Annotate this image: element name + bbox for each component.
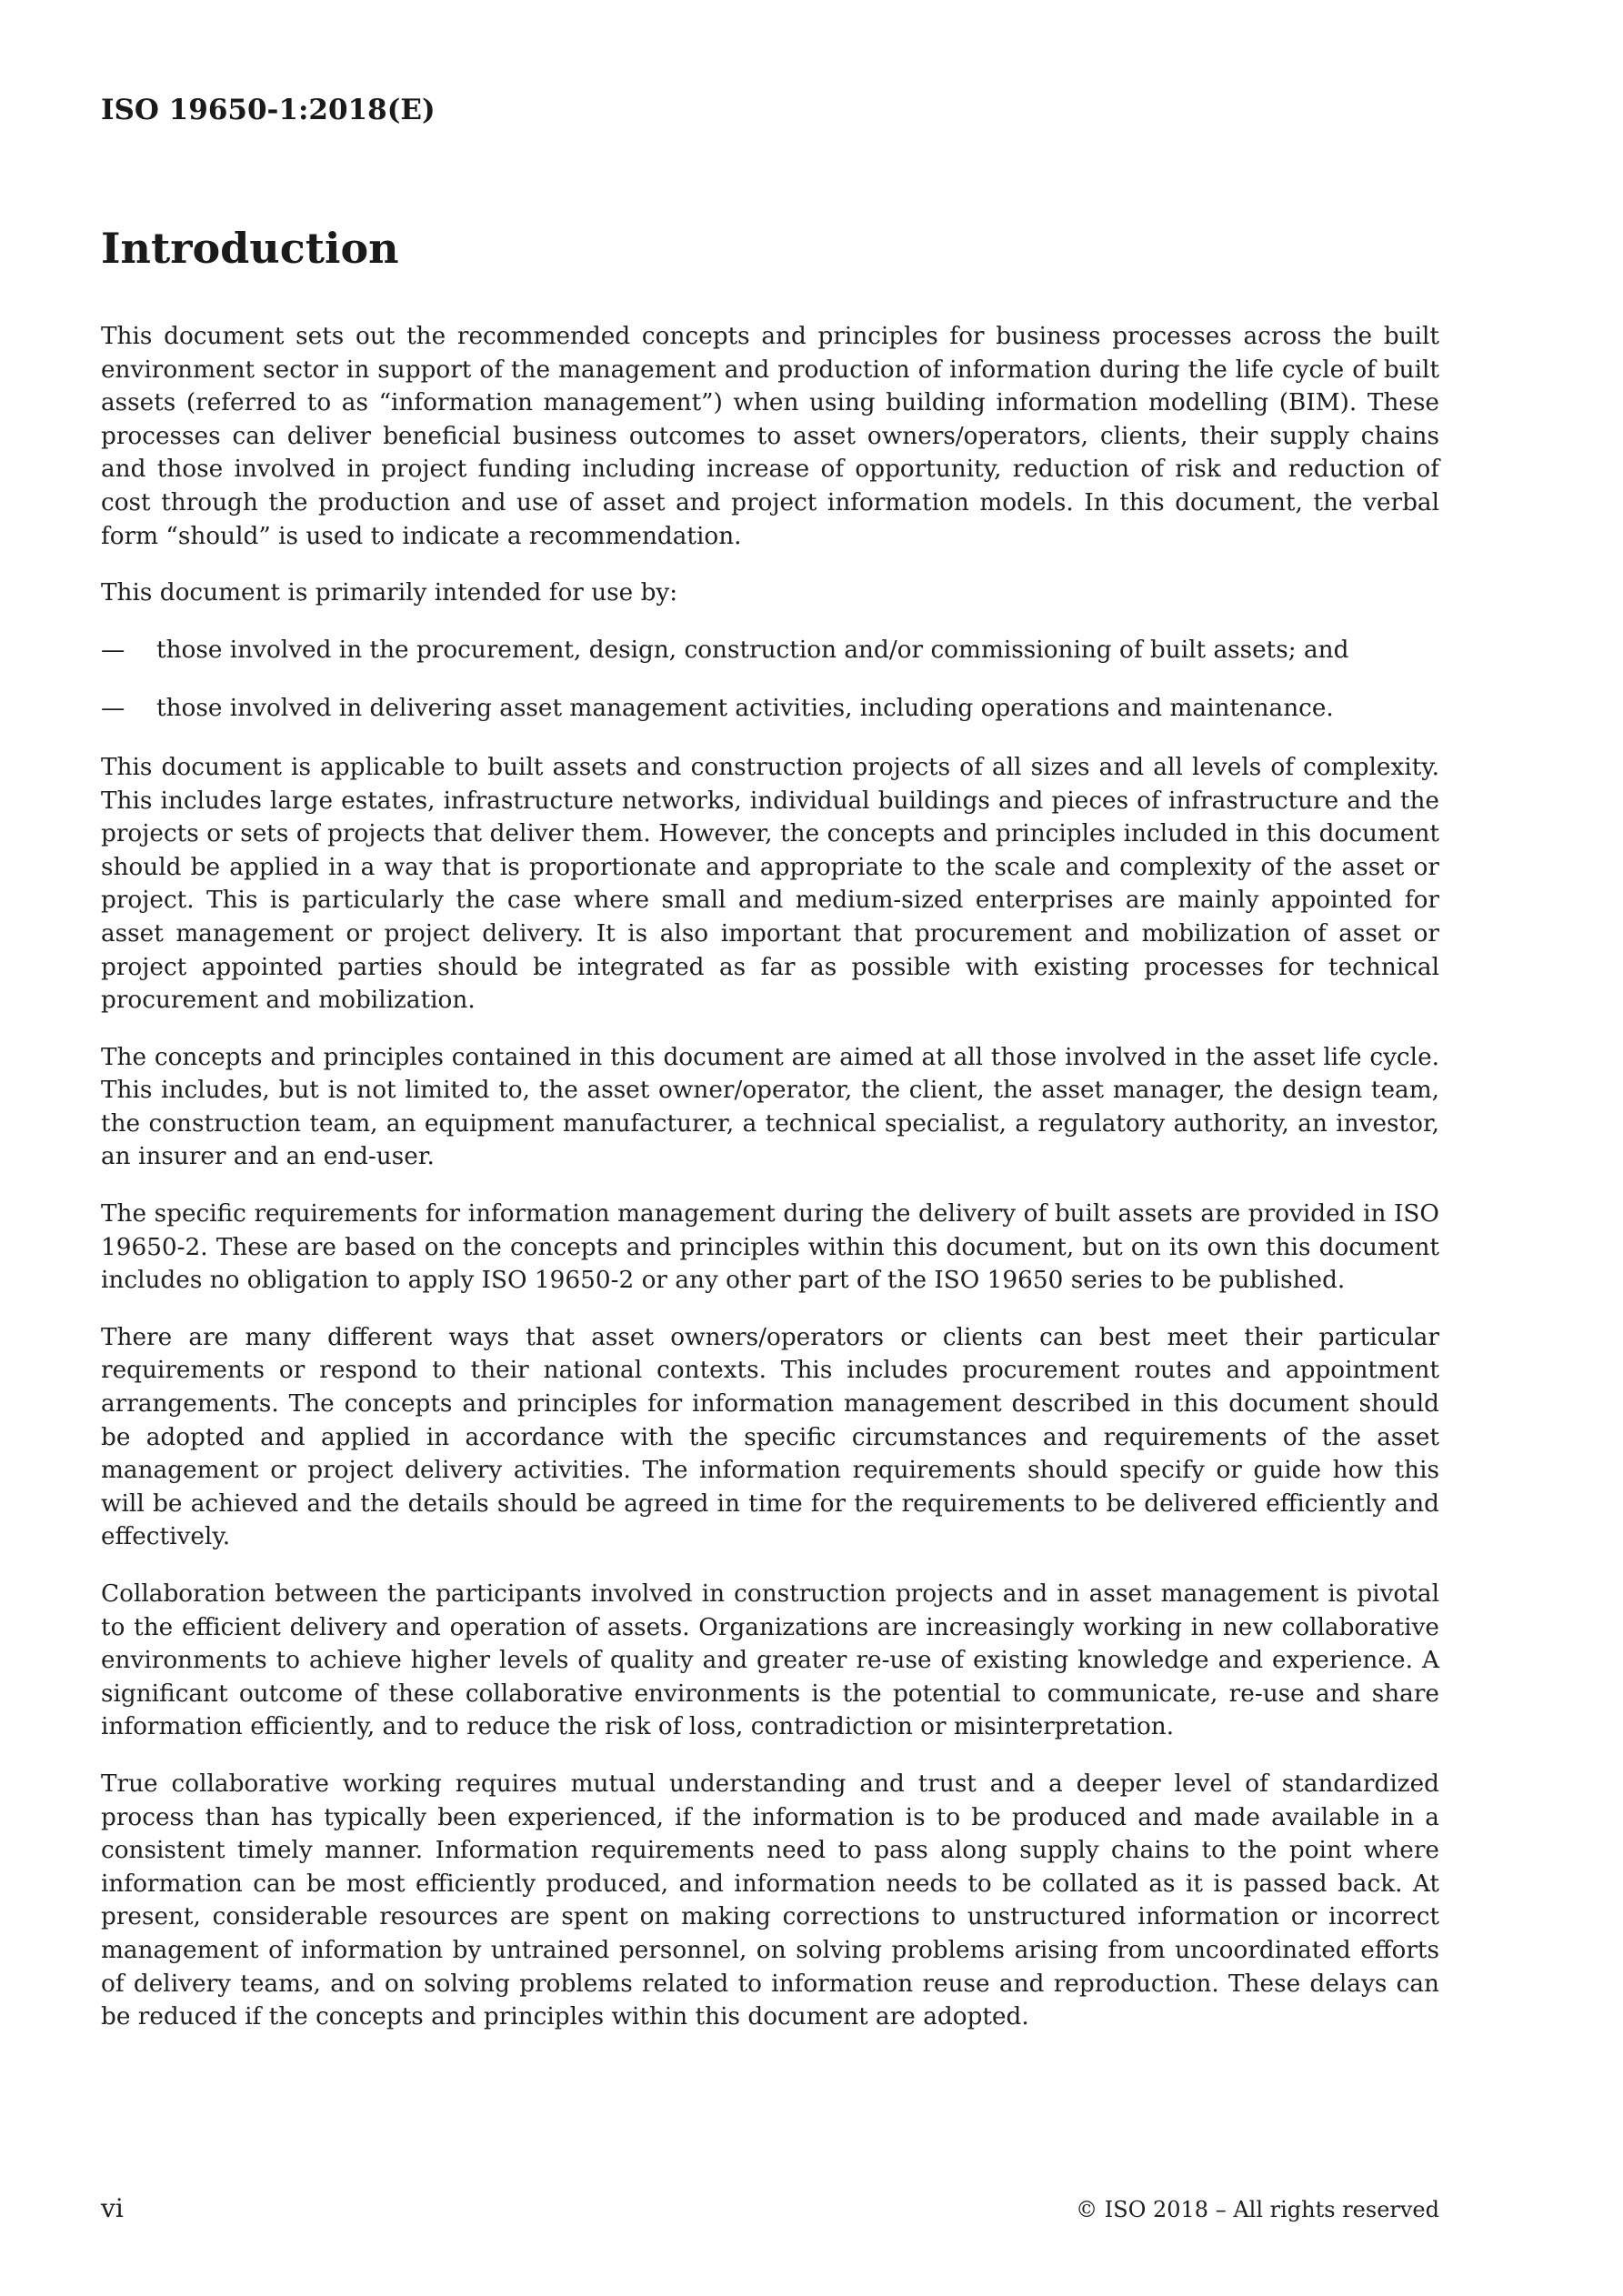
- list-item: [101, 692, 1439, 726]
- paragraph-scope: This document sets out the recommended concepts and principles for business processes across the built environment sector in support of the management and production of information during the life cycle of built assets (referred to as “information management”) when using building information modelling (BIM). These processes can deliver beneficial business outcomes to asset owners/operators, clients, their supply chains and those involved in project funding including increase of opportunity, reduction of risk and reduction of cost through the production and use of asset and project information models. In this document, the verbal form “should” is used to indicate a recommendation.: [101, 323, 1439, 550]
- paragraph-applicability: This document is applicable to built assets and construction projects of all sizes and all levels of complexity. This includes large estates, infrastructure networks, individual buildings and pieces of infrastructure and the projects or sets of projects that deliver them. However, the concepts and principles included in this document should be applied in a way that is proportionate and appropriate to the scale and complexity of the asset or project. This is particularly the case where small and medium-sized enterprises are mainly appointed for asset management or project delivery. It is also important that procurement and mobilization of asset or project appointed parties should be integrated as far as possible with existing processes for technical procurement and mobilization.: [101, 753, 1439, 1015]
- dash-bullet: —: [101, 636, 125, 664]
- page-number: vi: [101, 2193, 124, 2223]
- paragraph-collaboration: Collaboration between the participants involved in construction projects and in asset management is pivotal to the efficient delivery and operation of assets. Organizations are increasingly working in new collaborative environments to achieve higher levels of quality and greater re-use of existing knowledge and experience. A significant outcome of these collaborative environments is the potential to communicate, re-use and share information efficiently, and to reduce the risk of loss, contradiction or misinterpretation.: [101, 1580, 1439, 1741]
- paragraph-collaborative-working: True collaborative working requires mutual understanding and trust and a deeper level of standardized process than has typically been experienced, if the information is to be produced and made available in a consistent timely manner. Information requirements need to pass along supply chains to the point where information can be most efficiently produced, and information needs to be collated as it is passed back. At present, considerable resources are spent on making corrections to unstructured information or incorrect management of information by untrained personnel, on solving problems arising from uncoordinated efforts of delivery teams, and on solving problems related to information reuse and reproduction. These delays can be reduced if the concepts and principles within this document are adopted.: [101, 1770, 1439, 2031]
- copyright-notice: © ISO 2018 – All rights reserved: [1076, 2197, 1439, 2222]
- list-item-text: those involved in delivering asset management activities, including operations and maintenance.: [156, 695, 1334, 723]
- document-id-header: ISO 19650-1:2018(E): [101, 94, 436, 126]
- paragraph-intended-use: This document is primarily intended for use by:: [101, 579, 678, 607]
- list-item: [101, 634, 1439, 667]
- section-title: Introduction: [101, 224, 399, 273]
- dash-bullet: —: [101, 695, 125, 723]
- list-item-text: those involved in the procurement, design, construction and/or commissioning of built assets; and: [156, 636, 1349, 664]
- document-body: [101, 320, 1439, 2058]
- paragraph-procurement: There are many different ways that asset owners/operators or clients can best meet their particular requirements or respond to their national contexts. This includes procurement routes and appointment arrangements. The concepts and principles for information management described in this document should be adopted and applied in accordance with the specific circumstances and requirements of the asset management or project delivery activities. The information requirements should specify or guide how this will be achieved and the details should be agreed in time for the requirements to be delivered efficiently and effectively.: [101, 1323, 1439, 1551]
- intended-users-list: [101, 634, 1439, 726]
- paragraph-audience: The concepts and principles contained in this document are aimed at all those involved in the asset life cycle. This includes, but is not limited to, the asset owner/operator, the client, the asset manager, the design team, the construction team, an equipment manufacturer, a technical specialist, a regulatory authority, an investor, an insurer and an end-user.: [101, 1043, 1439, 1171]
- paragraph-requirements: The specific requirements for information management during the delivery of built assets are provided in ISO 19650-2. These are based on the concepts and principles within this document, but on its own this document includes no obligation to apply ISO 19650-2 or any other part of the ISO 19650 series to be published.: [101, 1200, 1439, 1295]
